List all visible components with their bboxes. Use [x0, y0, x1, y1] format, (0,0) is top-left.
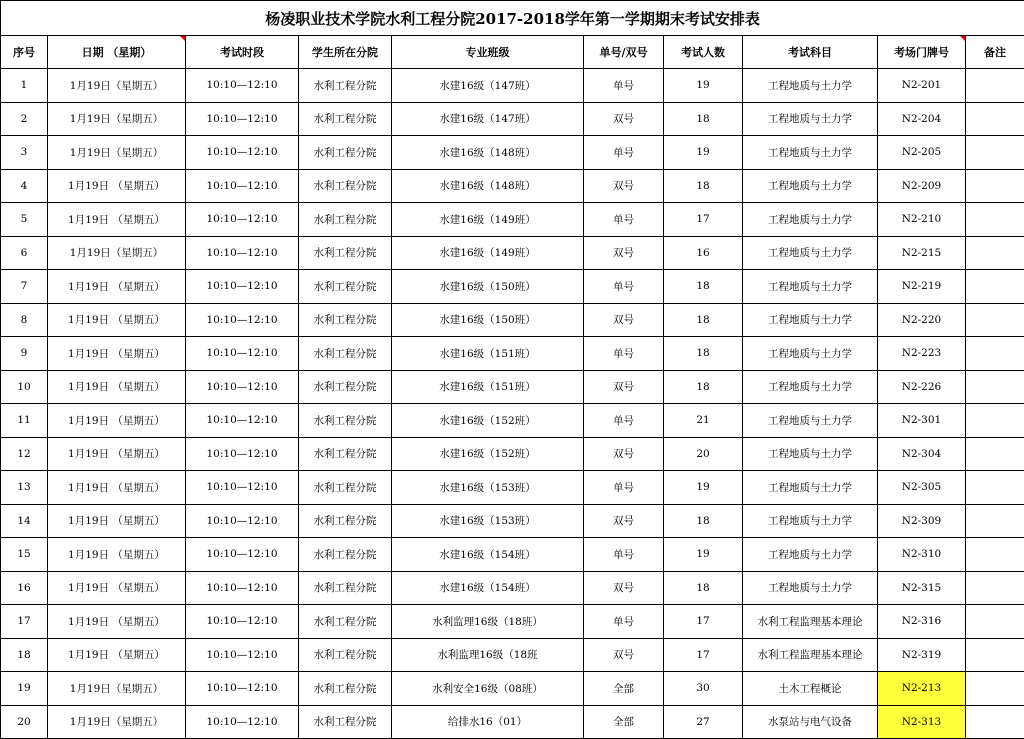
parity-cell[interactable]: 单号 — [584, 538, 664, 572]
note-cell[interactable] — [966, 638, 1024, 672]
count-cell[interactable]: 18 — [664, 504, 743, 538]
table-row — [1, 638, 1024, 672]
class-cell[interactable]: 水建16级（148班） — [392, 136, 584, 170]
count-cell[interactable]: 18 — [664, 370, 743, 404]
table-row — [1, 705, 1024, 739]
table-row — [1, 471, 1024, 505]
class-cell[interactable]: 水建16级（152班） — [392, 437, 584, 471]
class-cell[interactable]: 水利安全16级（08班） — [392, 672, 584, 706]
date-cell[interactable]: 1月19日 （星期五） — [48, 504, 186, 538]
table-row — [1, 303, 1024, 337]
header-row — [1, 36, 1024, 69]
count-cell[interactable]: 17 — [664, 203, 743, 237]
header-cell-count[interactable]: 考试人数 — [664, 36, 743, 69]
row-no-cell[interactable]: 15 — [1, 538, 48, 572]
row-no-cell[interactable]: 6 — [1, 236, 48, 270]
count-cell[interactable]: 18 — [664, 270, 743, 304]
date-cell[interactable]: 1月19日（星期五） — [48, 705, 186, 739]
subject-cell[interactable]: 工程地质与土力学 — [743, 370, 878, 404]
note-cell[interactable] — [966, 337, 1024, 371]
room-cell[interactable]: N2-210 — [878, 203, 966, 237]
time-cell[interactable]: 10:10—12:10 — [186, 538, 299, 572]
date-cell[interactable]: 1月19日（星期五） — [48, 136, 186, 170]
room-cell[interactable]: N2-319 — [878, 638, 966, 672]
row-no-cell[interactable]: 14 — [1, 504, 48, 538]
count-cell[interactable]: 18 — [664, 303, 743, 337]
note-cell[interactable] — [966, 136, 1024, 170]
note-cell[interactable] — [966, 571, 1024, 605]
header-cell-class[interactable]: 专业班级 — [392, 36, 584, 69]
header-cell-room[interactable]: 考场门牌号 — [878, 36, 966, 69]
table-row — [1, 203, 1024, 237]
count-cell[interactable]: 19 — [664, 136, 743, 170]
parity-cell[interactable]: 双号 — [584, 102, 664, 136]
subject-cell[interactable]: 工程地质与土力学 — [743, 571, 878, 605]
class-cell[interactable]: 水建16级（147班） — [392, 69, 584, 103]
count-cell[interactable]: 18 — [664, 337, 743, 371]
class-cell[interactable]: 水建16级（147班） — [392, 102, 584, 136]
room-cell[interactable]: N2-301 — [878, 404, 966, 438]
date-cell[interactable]: 1月19日（星期五） — [48, 672, 186, 706]
parity-cell[interactable]: 全部 — [584, 672, 664, 706]
subject-cell[interactable]: 工程地质与土力学 — [743, 437, 878, 471]
subject-cell[interactable]: 工程地质与土力学 — [743, 404, 878, 438]
subject-cell[interactable]: 工程地质与土力学 — [743, 69, 878, 103]
count-cell[interactable]: 16 — [664, 236, 743, 270]
count-cell[interactable]: 21 — [664, 404, 743, 438]
subject-cell[interactable]: 土木工程概论 — [743, 672, 878, 706]
note-cell[interactable] — [966, 605, 1024, 639]
date-cell[interactable]: 1月19日（星期五） — [48, 102, 186, 136]
table-row — [1, 538, 1024, 572]
class-cell[interactable]: 水建16级（149班） — [392, 203, 584, 237]
parity-cell[interactable]: 全部 — [584, 705, 664, 739]
table-row — [1, 337, 1024, 371]
table-row — [1, 437, 1024, 471]
count-cell[interactable]: 19 — [664, 471, 743, 505]
row-no-cell[interactable]: 2 — [1, 102, 48, 136]
row-no-cell[interactable]: 12 — [1, 437, 48, 471]
room-cell[interactable]: N2-220 — [878, 303, 966, 337]
subject-cell[interactable]: 工程地质与土力学 — [743, 303, 878, 337]
subject-cell[interactable]: 水利工程监理基本理论 — [743, 605, 878, 639]
room-cell[interactable]: N2-223 — [878, 337, 966, 371]
row-no-cell[interactable]: 19 — [1, 672, 48, 706]
row-no-cell[interactable]: 10 — [1, 370, 48, 404]
room-cell[interactable]: N2-304 — [878, 437, 966, 471]
header-cell-parity[interactable]: 单号/双号 — [584, 36, 664, 69]
date-cell[interactable]: 1月19日 （星期五） — [48, 571, 186, 605]
dept-cell[interactable]: 水利工程分院 — [299, 538, 392, 572]
date-cell[interactable]: 1月19日 （星期五） — [48, 538, 186, 572]
class-cell[interactable]: 水建16级（148班） — [392, 169, 584, 203]
table-row — [1, 370, 1024, 404]
date-cell[interactable]: 1月19日 （星期五） — [48, 605, 186, 639]
table-row — [1, 504, 1024, 538]
parity-cell[interactable]: 单号 — [584, 605, 664, 639]
room-cell[interactable]: N2-209 — [878, 169, 966, 203]
room-cell[interactable]: N2-305 — [878, 471, 966, 505]
time-cell[interactable]: 10:10—12:10 — [186, 303, 299, 337]
date-cell[interactable]: 1月19日 （星期五） — [48, 437, 186, 471]
time-cell[interactable]: 10:10—12:10 — [186, 136, 299, 170]
date-cell[interactable]: 1月19日 （星期五） — [48, 270, 186, 304]
time-cell[interactable]: 10:10—12:10 — [186, 69, 299, 103]
row-no-cell[interactable]: 13 — [1, 471, 48, 505]
row-no-cell[interactable]: 5 — [1, 203, 48, 237]
room-cell[interactable]: N2-313 — [878, 705, 966, 739]
row-no-cell[interactable]: 9 — [1, 337, 48, 371]
note-cell[interactable] — [966, 705, 1024, 739]
room-cell[interactable]: N2-204 — [878, 102, 966, 136]
note-cell[interactable] — [966, 203, 1024, 237]
time-cell[interactable]: 10:10—12:10 — [186, 236, 299, 270]
time-cell[interactable]: 10:10—12:10 — [186, 169, 299, 203]
table-row — [1, 136, 1024, 170]
subject-cell[interactable]: 工程地质与土力学 — [743, 102, 878, 136]
class-cell[interactable]: 水建16级（153班） — [392, 471, 584, 505]
time-cell[interactable]: 10:10—12:10 — [186, 370, 299, 404]
row-no-cell[interactable]: 8 — [1, 303, 48, 337]
subject-cell[interactable]: 工程地质与土力学 — [743, 504, 878, 538]
note-cell[interactable] — [966, 437, 1024, 471]
note-cell[interactable] — [966, 538, 1024, 572]
dept-cell[interactable]: 水利工程分院 — [299, 705, 392, 739]
dept-cell[interactable]: 水利工程分院 — [299, 236, 392, 270]
header-cell-dept[interactable]: 学生所在分院 — [299, 36, 392, 69]
table-row — [1, 404, 1024, 438]
subject-cell[interactable]: 工程地质与土力学 — [743, 471, 878, 505]
class-cell[interactable]: 水利监理16级（18班 — [392, 638, 584, 672]
subject-cell[interactable]: 工程地质与土力学 — [743, 337, 878, 371]
parity-cell[interactable]: 双号 — [584, 437, 664, 471]
count-cell[interactable]: 18 — [664, 571, 743, 605]
header-cell-date[interactable]: 日期 （星期） — [48, 36, 186, 69]
dept-cell[interactable]: 水利工程分院 — [299, 303, 392, 337]
class-cell[interactable]: 水建16级（150班） — [392, 303, 584, 337]
note-cell[interactable] — [966, 102, 1024, 136]
subject-cell[interactable]: 工程地质与土力学 — [743, 270, 878, 304]
date-cell[interactable]: 1月19日 （星期五） — [48, 404, 186, 438]
row-no-cell[interactable]: 4 — [1, 169, 48, 203]
table-row — [1, 102, 1024, 136]
count-cell[interactable]: 20 — [664, 437, 743, 471]
note-cell[interactable] — [966, 672, 1024, 706]
note-cell[interactable] — [966, 504, 1024, 538]
count-cell[interactable]: 18 — [664, 102, 743, 136]
dept-cell[interactable]: 水利工程分院 — [299, 605, 392, 639]
class-cell[interactable]: 水建16级（152班） — [392, 404, 584, 438]
parity-cell[interactable]: 双号 — [584, 504, 664, 538]
count-cell[interactable]: 19 — [664, 538, 743, 572]
parity-cell[interactable]: 双号 — [584, 236, 664, 270]
room-cell[interactable]: N2-215 — [878, 236, 966, 270]
subject-cell[interactable]: 工程地质与土力学 — [743, 203, 878, 237]
dept-cell[interactable]: 水利工程分院 — [299, 437, 392, 471]
class-cell[interactable]: 水建16级（154班） — [392, 538, 584, 572]
table-row — [1, 605, 1024, 639]
table-title[interactable]: 杨凌职业技术学院水利工程分院2017-2018学年第一学期期末考试安排表 — [1, 1, 1024, 36]
count-cell[interactable]: 17 — [664, 605, 743, 639]
row-no-cell[interactable]: 3 — [1, 136, 48, 170]
class-cell[interactable]: 水利监理16级（18班） — [392, 605, 584, 639]
row-no-cell[interactable]: 16 — [1, 571, 48, 605]
room-cell[interactable]: N2-219 — [878, 270, 966, 304]
parity-cell[interactable]: 单号 — [584, 270, 664, 304]
date-cell[interactable]: 1月19日 （星期五） — [48, 169, 186, 203]
parity-cell[interactable]: 单号 — [584, 404, 664, 438]
subject-cell[interactable]: 工程地质与土力学 — [743, 169, 878, 203]
header-cell-note[interactable]: 备注 — [966, 36, 1024, 69]
room-cell[interactable]: N2-201 — [878, 69, 966, 103]
parity-cell[interactable]: 双号 — [584, 303, 664, 337]
dept-cell[interactable]: 水利工程分院 — [299, 337, 392, 371]
class-cell[interactable]: 水建16级（149班） — [392, 236, 584, 270]
class-cell[interactable]: 水建16级（153班） — [392, 504, 584, 538]
table-row — [1, 672, 1024, 706]
time-cell[interactable]: 10:10—12:10 — [186, 571, 299, 605]
date-cell[interactable]: 1月19日（星期五） — [48, 69, 186, 103]
table-row — [1, 69, 1024, 103]
time-cell[interactable]: 10:10—12:10 — [186, 471, 299, 505]
date-cell[interactable]: 1月19日（星期五） — [48, 236, 186, 270]
note-cell[interactable] — [966, 303, 1024, 337]
dept-cell[interactable]: 水利工程分院 — [299, 404, 392, 438]
date-cell[interactable]: 1月19日 （星期五） — [48, 203, 186, 237]
dept-cell[interactable]: 水利工程分院 — [299, 102, 392, 136]
dept-cell[interactable]: 水利工程分院 — [299, 504, 392, 538]
dept-cell[interactable]: 水利工程分院 — [299, 136, 392, 170]
parity-cell[interactable]: 双号 — [584, 571, 664, 605]
count-cell[interactable]: 30 — [664, 672, 743, 706]
parity-cell[interactable]: 单号 — [584, 203, 664, 237]
parity-cell[interactable]: 双号 — [584, 638, 664, 672]
date-cell[interactable]: 1月19日 （星期五） — [48, 471, 186, 505]
count-cell[interactable]: 17 — [664, 638, 743, 672]
room-cell[interactable]: N2-309 — [878, 504, 966, 538]
table-row — [1, 571, 1024, 605]
parity-cell[interactable]: 双号 — [584, 370, 664, 404]
class-cell[interactable]: 水建16级（151班） — [392, 370, 584, 404]
subject-cell[interactable]: 工程地质与土力学 — [743, 538, 878, 572]
note-cell[interactable] — [966, 270, 1024, 304]
time-cell[interactable]: 10:10—12:10 — [186, 404, 299, 438]
note-cell[interactable] — [966, 236, 1024, 270]
parity-cell[interactable]: 单号 — [584, 69, 664, 103]
row-no-cell[interactable]: 17 — [1, 605, 48, 639]
time-cell[interactable]: 10:10—12:10 — [186, 270, 299, 304]
parity-cell[interactable]: 单号 — [584, 136, 664, 170]
row-no-cell[interactable]: 1 — [1, 69, 48, 103]
date-cell[interactable]: 1月19日 （星期五） — [48, 638, 186, 672]
subject-cell[interactable]: 水泵站与电气设备 — [743, 705, 878, 739]
dept-cell[interactable]: 水利工程分院 — [299, 638, 392, 672]
dept-cell[interactable]: 水利工程分院 — [299, 169, 392, 203]
dept-cell[interactable]: 水利工程分院 — [299, 672, 392, 706]
header-cell-subject[interactable]: 考试科目 — [743, 36, 878, 69]
room-cell[interactable]: N2-226 — [878, 370, 966, 404]
time-cell[interactable]: 10:10—12:10 — [186, 672, 299, 706]
count-cell[interactable]: 27 — [664, 705, 743, 739]
note-cell[interactable] — [966, 370, 1024, 404]
time-cell[interactable]: 10:10—12:10 — [186, 638, 299, 672]
dept-cell[interactable]: 水利工程分院 — [299, 69, 392, 103]
dept-cell[interactable]: 水利工程分院 — [299, 203, 392, 237]
note-cell[interactable] — [966, 404, 1024, 438]
table-row — [1, 270, 1024, 304]
dept-cell[interactable]: 水利工程分院 — [299, 370, 392, 404]
room-cell[interactable]: N2-310 — [878, 538, 966, 572]
date-cell[interactable]: 1月19日 （星期五） — [48, 303, 186, 337]
time-cell[interactable]: 10:10—12:10 — [186, 504, 299, 538]
row-no-cell[interactable]: 7 — [1, 270, 48, 304]
table-row — [1, 236, 1024, 270]
parity-cell[interactable]: 双号 — [584, 169, 664, 203]
time-cell[interactable]: 10:10—12:10 — [186, 203, 299, 237]
row-no-cell[interactable]: 20 — [1, 705, 48, 739]
note-cell[interactable] — [966, 169, 1024, 203]
header-cell-time[interactable]: 考试时段 — [186, 36, 299, 69]
parity-cell[interactable]: 单号 — [584, 471, 664, 505]
time-cell[interactable]: 10:10—12:10 — [186, 705, 299, 739]
row-no-cell[interactable]: 11 — [1, 404, 48, 438]
dept-cell[interactable]: 水利工程分院 — [299, 471, 392, 505]
header-cell-no[interactable]: 序号 — [1, 36, 48, 69]
time-cell[interactable]: 10:10—12:10 — [186, 437, 299, 471]
dept-cell[interactable]: 水利工程分院 — [299, 571, 392, 605]
class-cell[interactable]: 水建16级（151班） — [392, 337, 584, 371]
room-cell[interactable]: N2-205 — [878, 136, 966, 170]
subject-cell[interactable]: 水利工程监理基本理论 — [743, 638, 878, 672]
count-cell[interactable]: 18 — [664, 169, 743, 203]
date-cell[interactable]: 1月19日 （星期五） — [48, 370, 186, 404]
room-cell[interactable]: N2-213 — [878, 672, 966, 706]
time-cell[interactable]: 10:10—12:10 — [186, 102, 299, 136]
count-cell[interactable]: 19 — [664, 69, 743, 103]
row-no-cell[interactable]: 18 — [1, 638, 48, 672]
room-cell[interactable]: N2-316 — [878, 605, 966, 639]
dept-cell[interactable]: 水利工程分院 — [299, 270, 392, 304]
table-row — [1, 169, 1024, 203]
time-cell[interactable]: 10:10—12:10 — [186, 337, 299, 371]
parity-cell[interactable]: 单号 — [584, 337, 664, 371]
date-cell[interactable]: 1月19日 （星期五） — [48, 337, 186, 371]
time-cell[interactable]: 10:10—12:10 — [186, 605, 299, 639]
note-cell[interactable] — [966, 69, 1024, 103]
room-cell[interactable]: N2-315 — [878, 571, 966, 605]
class-cell[interactable]: 水建16级（150班） — [392, 270, 584, 304]
table-body — [1, 69, 1024, 739]
note-cell[interactable] — [966, 471, 1024, 505]
class-cell[interactable]: 水建16级（154班） — [392, 571, 584, 605]
subject-cell[interactable]: 工程地质与土力学 — [743, 236, 878, 270]
subject-cell[interactable]: 工程地质与土力学 — [743, 136, 878, 170]
class-cell[interactable]: 给排水16（01） — [392, 705, 584, 739]
